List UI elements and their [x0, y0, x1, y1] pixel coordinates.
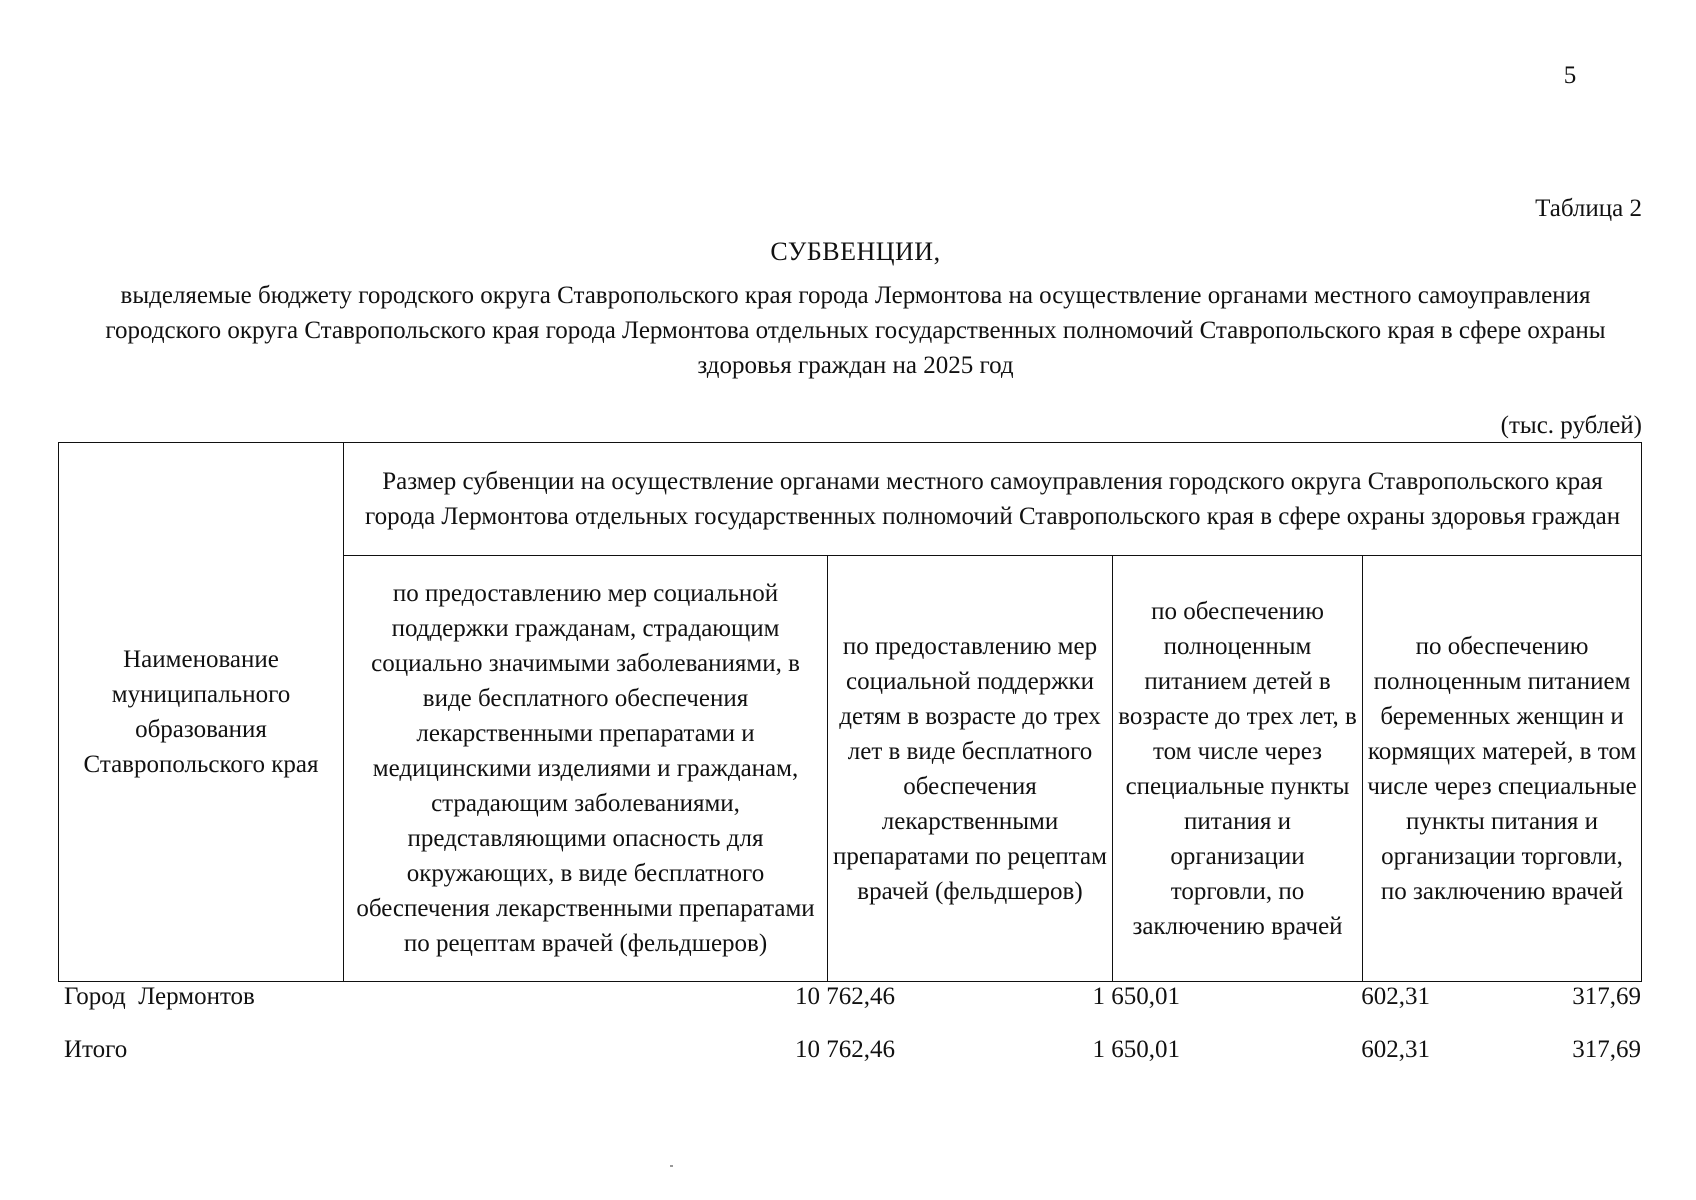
cell-value: 602,31 — [1361, 983, 1430, 1010]
scan-speck — [670, 1165, 673, 1167]
column-header-children-nutrition: по обеспечению полноценным питанием детей в возрасте до трех лет, в том числе через специальные пункты питания и организации торговли, по заключению врачей — [1113, 556, 1363, 982]
cell-value: 10 762,46 — [795, 983, 895, 1010]
page-number: 5 — [1563, 62, 1577, 89]
document-title: СУБВЕНЦИИ, — [770, 237, 941, 266]
cell-value: 317,69 — [1572, 1036, 1641, 1063]
column-header-social-support: по предоставлению мер социальной поддержки гражданам, страдающим социально значимыми заболеваниями, в виде бесплатного обеспечения лекарственными препаратами и медицинскими изделиями и гражданам, страдающим заболеваниями, представляющими опасность для окружающих, в виде бесплатного обеспечения лекарственными препаратами по рецептам врачей (фельдшеров) — [344, 556, 828, 982]
document-subtitle: выделяемые бюджету городского округа Ставропольского края города Лермонтова на осуществление органами местного самоуправления городского округа Ставропольского края города Лермонтова отдельных государственных полномочий Ставропольского края в сфере охраны здоровья граждан на 2025 год — [105, 282, 1606, 379]
table-row-city — [64, 983, 1641, 1019]
table-label: Таблица 2 — [1535, 195, 1642, 222]
row-name: Город Лермонтов — [64, 983, 255, 1010]
cell-value: 1 650,01 — [1092, 983, 1180, 1010]
cell-value: 10 762,46 — [795, 1036, 895, 1063]
subsidy-group-header: Размер субвенции на осуществление органами местного самоуправления городского округа Ставропольского края города Лермонтова отдельных государственных полномочий Ставропольского края в сфере охраны здоровья граждан — [344, 443, 1642, 556]
row-name: Итого — [64, 1036, 128, 1063]
subsidy-table-header — [58, 442, 1642, 982]
cell-value: 602,31 — [1361, 1036, 1430, 1063]
cell-value: 1 650,01 — [1092, 1036, 1180, 1063]
municipality-column-header: Наименование муниципального образования Ставропольского края — [59, 443, 344, 982]
column-header-mothers-nutrition: по обеспечению полноценным питанием беременных женщин и кормящих матерей, в том числе через специальные пункты питания и организации торговли, по заключению врачей — [1363, 556, 1642, 982]
units-label: (тыс. рублей) — [1500, 412, 1642, 439]
column-header-children-medicines: по предоставлению мер социальной поддержки детям в возрасте до трех лет в виде бесплатного обеспечения лекарственными препаратами по рецептам врачей (фельдшеров) — [828, 556, 1113, 982]
table-row-total — [64, 1036, 1641, 1072]
cell-value: 317,69 — [1572, 983, 1641, 1010]
